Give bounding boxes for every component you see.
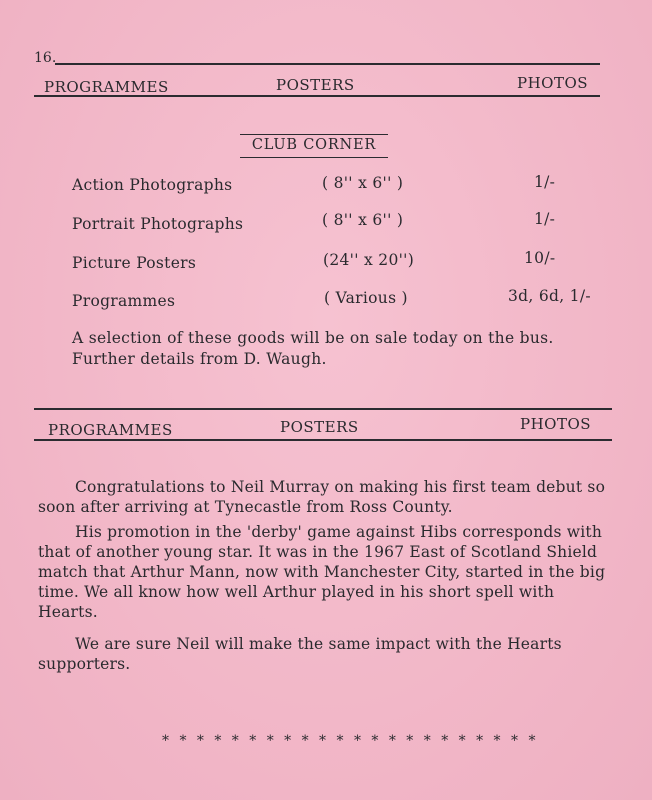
banner-top-programmes: PROGRAMMES bbox=[44, 78, 169, 96]
banner-middle-posters: POSTERS bbox=[280, 418, 359, 436]
article-paragraph: Congratulations to Neil Murray on making his first team debut so soon after arriving at Tynecastle from Ross County. bbox=[38, 478, 606, 516]
item-name: Picture Posters bbox=[72, 254, 197, 272]
page-number: 16. bbox=[34, 50, 57, 66]
item-price: 1/- bbox=[534, 210, 556, 228]
club-corner-title: CLUB CORNER bbox=[240, 134, 388, 158]
article-paragraph: His promotion in the 'derby' game against Hibs corresponds with that of another young star. It was in the 1967 East of Scotland Shield match that Arthur Mann, now with Manchester City, started in the big time. We all know how well Arthur played in his short spell with Hearts. bbox=[38, 523, 606, 621]
footer-stars: * * * * * * * * * * * * * * * * * * * * * * bbox=[162, 733, 539, 749]
item-price: 1/- bbox=[534, 173, 556, 191]
club-corner-note-line-1: A selection of these goods will be on sale today on the bus. bbox=[72, 329, 554, 347]
banner-top-rule bbox=[34, 95, 600, 97]
item-name: Action Photographs bbox=[72, 176, 233, 194]
item-size: ( 8'' x 6'' ) bbox=[322, 211, 404, 229]
item-price: 3d, 6d, 1/- bbox=[508, 287, 591, 305]
banner-top-photos: PHOTOS bbox=[517, 74, 589, 92]
top-rule bbox=[55, 63, 600, 65]
club-corner-note-line-2: Further details from D. Waugh. bbox=[72, 350, 327, 368]
item-name: Programmes bbox=[72, 292, 176, 310]
banner-middle-programmes: PROGRAMMES bbox=[48, 421, 173, 439]
banner-top-posters: POSTERS bbox=[276, 76, 355, 94]
banner-middle-top-rule bbox=[34, 408, 612, 410]
article-paragraph: We are sure Neil will make the same impact with the Hearts supporters. bbox=[38, 635, 562, 673]
banner-middle-photos: PHOTOS bbox=[520, 415, 592, 433]
item-name: Portrait Photographs bbox=[72, 215, 244, 233]
item-price: 10/- bbox=[524, 249, 556, 267]
item-size: ( Various ) bbox=[324, 289, 408, 307]
banner-middle-bottom-rule bbox=[34, 439, 612, 441]
item-size: (24'' x 20'') bbox=[323, 251, 415, 269]
item-size: ( 8'' x 6'' ) bbox=[322, 174, 404, 192]
